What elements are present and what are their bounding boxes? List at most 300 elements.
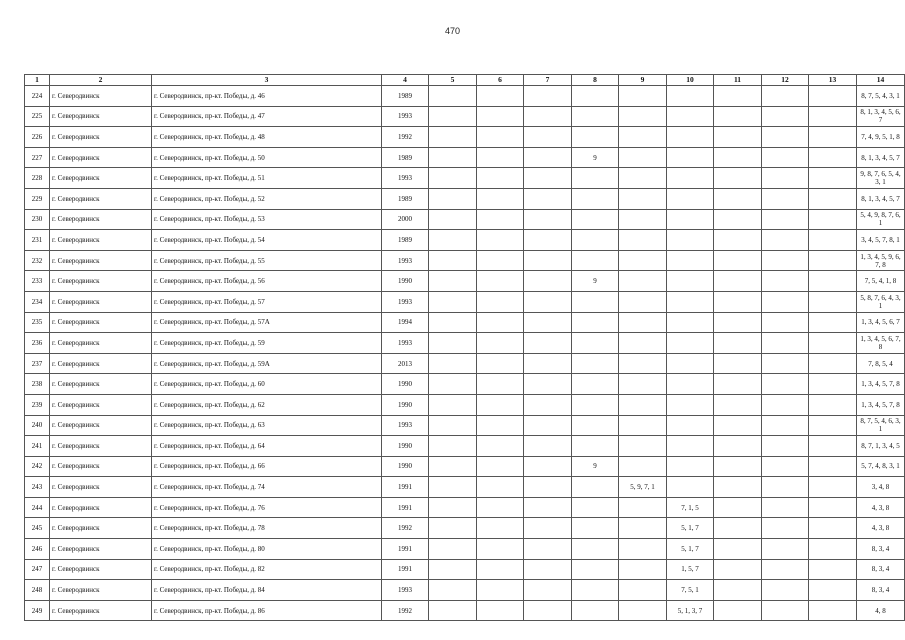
address-cell: г. Северодвинск, пр-кт. Победы, д. 74 [152, 477, 382, 498]
year-cell: 1990 [382, 456, 429, 477]
col7-cell [524, 477, 572, 498]
col7-cell [524, 353, 572, 374]
col10-cell [667, 127, 714, 148]
col13-cell [809, 436, 857, 457]
col8-cell [572, 415, 619, 436]
col7-cell [524, 250, 572, 271]
col12-cell [762, 127, 809, 148]
year-cell: 1993 [382, 415, 429, 436]
row-number: 243 [25, 477, 50, 498]
col11-cell [714, 600, 762, 621]
column-header-1: 1 [25, 75, 50, 86]
col8-cell [572, 374, 619, 395]
col9-cell [619, 168, 667, 189]
address-cell: г. Северодвинск, пр-кт. Победы, д. 59А [152, 353, 382, 374]
col14-cell: 1, 3, 4, 5, 6, 7 [857, 312, 905, 333]
col5-cell [429, 291, 477, 312]
col13-cell [809, 147, 857, 168]
col5-cell [429, 580, 477, 601]
col12-cell [762, 271, 809, 292]
col8-cell: 9 [572, 271, 619, 292]
col8-cell [572, 127, 619, 148]
col12-cell [762, 539, 809, 560]
col10-cell: 7, 1, 5 [667, 497, 714, 518]
col6-cell [477, 271, 524, 292]
col8-cell [572, 106, 619, 127]
city-cell: г. Северодвинск [50, 291, 152, 312]
col8-cell [572, 188, 619, 209]
column-header-14: 14 [857, 75, 905, 86]
col14-cell: 4, 3, 8 [857, 497, 905, 518]
col11-cell [714, 188, 762, 209]
address-cell: г. Северодвинск, пр-кт. Победы, д. 82 [152, 559, 382, 580]
col14-cell: 1, 3, 4, 5, 6, 7, 8 [857, 333, 905, 354]
city-cell: г. Северодвинск [50, 518, 152, 539]
city-cell: г. Северодвинск [50, 106, 152, 127]
table-row [25, 600, 905, 621]
col14-cell: 7, 8, 5, 4 [857, 353, 905, 374]
row-number: 229 [25, 188, 50, 209]
row-number: 247 [25, 559, 50, 580]
col13-cell [809, 497, 857, 518]
col9-cell [619, 436, 667, 457]
col14-cell: 7, 5, 4, 1, 8 [857, 271, 905, 292]
table-row [25, 353, 905, 374]
city-cell: г. Северодвинск [50, 353, 152, 374]
col9-cell [619, 353, 667, 374]
col10-cell [667, 147, 714, 168]
col11-cell [714, 147, 762, 168]
year-cell: 1993 [382, 291, 429, 312]
col14-cell: 1, 3, 4, 5, 7, 8 [857, 374, 905, 395]
col9-cell [619, 312, 667, 333]
col5-cell [429, 312, 477, 333]
city-cell: г. Северодвинск [50, 147, 152, 168]
col7-cell [524, 497, 572, 518]
table-row [25, 106, 905, 127]
column-header-3: 3 [152, 75, 382, 86]
table-row [25, 209, 905, 230]
col12-cell [762, 518, 809, 539]
city-cell: г. Северодвинск [50, 168, 152, 189]
col5-cell [429, 168, 477, 189]
city-cell: г. Северодвинск [50, 600, 152, 621]
city-cell: г. Северодвинск [50, 436, 152, 457]
col10-cell: 7, 5, 1 [667, 580, 714, 601]
col5-cell [429, 86, 477, 107]
col13-cell [809, 127, 857, 148]
col8-cell [572, 539, 619, 560]
col11-cell [714, 539, 762, 560]
col9-cell [619, 147, 667, 168]
col7-cell [524, 86, 572, 107]
year-cell: 1993 [382, 333, 429, 354]
row-number: 226 [25, 127, 50, 148]
col5-cell [429, 518, 477, 539]
address-cell: г. Северодвинск, пр-кт. Победы, д. 80 [152, 539, 382, 560]
col8-cell [572, 333, 619, 354]
table-row [25, 559, 905, 580]
col10-cell [667, 456, 714, 477]
col9-cell [619, 250, 667, 271]
col5-cell [429, 394, 477, 415]
column-header-5: 5 [429, 75, 477, 86]
row-number: 233 [25, 271, 50, 292]
address-cell: г. Северодвинск, пр-кт. Победы, д. 55 [152, 250, 382, 271]
col5-cell [429, 209, 477, 230]
col13-cell [809, 580, 857, 601]
col10-cell [667, 415, 714, 436]
col9-cell [619, 127, 667, 148]
col6-cell [477, 127, 524, 148]
col13-cell [809, 106, 857, 127]
year-cell: 1990 [382, 394, 429, 415]
column-header-2: 2 [50, 75, 152, 86]
table-row [25, 312, 905, 333]
col6-cell [477, 86, 524, 107]
row-number: 230 [25, 209, 50, 230]
col8-cell [572, 86, 619, 107]
col12-cell [762, 436, 809, 457]
col7-cell [524, 291, 572, 312]
year-cell: 2013 [382, 353, 429, 374]
table-row [25, 127, 905, 148]
col11-cell [714, 271, 762, 292]
col8-cell [572, 497, 619, 518]
col10-cell [667, 333, 714, 354]
col6-cell [477, 559, 524, 580]
col6-cell [477, 518, 524, 539]
city-cell: г. Северодвинск [50, 127, 152, 148]
year-cell: 1993 [382, 250, 429, 271]
address-cell: г. Северодвинск, пр-кт. Победы, д. 62 [152, 394, 382, 415]
row-number: 238 [25, 374, 50, 395]
col11-cell [714, 353, 762, 374]
col5-cell [429, 415, 477, 436]
col11-cell [714, 209, 762, 230]
row-number: 246 [25, 539, 50, 560]
row-number: 224 [25, 86, 50, 107]
address-cell: г. Северодвинск, пр-кт. Победы, д. 47 [152, 106, 382, 127]
row-number: 242 [25, 456, 50, 477]
col11-cell [714, 168, 762, 189]
col5-cell [429, 353, 477, 374]
col6-cell [477, 312, 524, 333]
col11-cell [714, 518, 762, 539]
col5-cell [429, 188, 477, 209]
col13-cell [809, 374, 857, 395]
year-cell: 1989 [382, 147, 429, 168]
col11-cell [714, 127, 762, 148]
col10-cell [667, 353, 714, 374]
table-row [25, 250, 905, 271]
col12-cell [762, 333, 809, 354]
table-row [25, 86, 905, 107]
col10-cell: 5, 1, 7 [667, 539, 714, 560]
col10-cell [667, 209, 714, 230]
table-body [25, 86, 905, 621]
address-cell: г. Северодвинск, пр-кт. Победы, д. 59 [152, 333, 382, 354]
year-cell: 1993 [382, 106, 429, 127]
col6-cell [477, 209, 524, 230]
city-cell: г. Северодвинск [50, 250, 152, 271]
year-cell: 2000 [382, 209, 429, 230]
address-cell: г. Северодвинск, пр-кт. Победы, д. 48 [152, 127, 382, 148]
col13-cell [809, 559, 857, 580]
col8-cell [572, 580, 619, 601]
row-number: 244 [25, 497, 50, 518]
col13-cell [809, 477, 857, 498]
address-cell: г. Северодвинск, пр-кт. Победы, д. 52 [152, 188, 382, 209]
year-cell: 1989 [382, 230, 429, 251]
col11-cell [714, 477, 762, 498]
col8-cell [572, 518, 619, 539]
col12-cell [762, 559, 809, 580]
col14-cell: 3, 4, 8 [857, 477, 905, 498]
col13-cell [809, 250, 857, 271]
address-cell: г. Северодвинск, пр-кт. Победы, д. 60 [152, 374, 382, 395]
col8-cell [572, 477, 619, 498]
col10-cell [667, 230, 714, 251]
col13-cell [809, 291, 857, 312]
col13-cell [809, 539, 857, 560]
col8-cell [572, 600, 619, 621]
city-cell: г. Северодвинск [50, 86, 152, 107]
year-cell: 1990 [382, 271, 429, 292]
col9-cell [619, 497, 667, 518]
address-cell: г. Северодвинск, пр-кт. Победы, д. 57 [152, 291, 382, 312]
col11-cell [714, 580, 762, 601]
col13-cell [809, 415, 857, 436]
year-cell: 1989 [382, 86, 429, 107]
year-cell: 1990 [382, 436, 429, 457]
col8-cell [572, 353, 619, 374]
col12-cell [762, 188, 809, 209]
col12-cell [762, 477, 809, 498]
col10-cell [667, 374, 714, 395]
col5-cell [429, 147, 477, 168]
col6-cell [477, 353, 524, 374]
col9-cell [619, 415, 667, 436]
col11-cell [714, 250, 762, 271]
col7-cell [524, 580, 572, 601]
col9-cell [619, 106, 667, 127]
city-cell: г. Северодвинск [50, 580, 152, 601]
row-number: 227 [25, 147, 50, 168]
col8-cell [572, 168, 619, 189]
col5-cell [429, 559, 477, 580]
address-cell: г. Северодвинск, пр-кт. Победы, д. 54 [152, 230, 382, 251]
address-cell: г. Северодвинск, пр-кт. Победы, д. 53 [152, 209, 382, 230]
col6-cell [477, 106, 524, 127]
row-number: 241 [25, 436, 50, 457]
col5-cell [429, 497, 477, 518]
column-header-7: 7 [524, 75, 572, 86]
year-cell: 1990 [382, 374, 429, 395]
row-number: 248 [25, 580, 50, 601]
col12-cell [762, 168, 809, 189]
col12-cell [762, 147, 809, 168]
row-number: 245 [25, 518, 50, 539]
table-row [25, 168, 905, 189]
year-cell: 1992 [382, 600, 429, 621]
year-cell: 1992 [382, 127, 429, 148]
col10-cell [667, 168, 714, 189]
col6-cell [477, 333, 524, 354]
col8-cell [572, 312, 619, 333]
year-cell: 1991 [382, 559, 429, 580]
col10-cell [667, 86, 714, 107]
col7-cell [524, 147, 572, 168]
col6-cell [477, 374, 524, 395]
col5-cell [429, 333, 477, 354]
col12-cell [762, 86, 809, 107]
column-header-6: 6 [477, 75, 524, 86]
col8-cell [572, 209, 619, 230]
address-cell: г. Северодвинск, пр-кт. Победы, д. 76 [152, 497, 382, 518]
col5-cell [429, 271, 477, 292]
col10-cell [667, 291, 714, 312]
address-cell: г. Северодвинск, пр-кт. Победы, д. 63 [152, 415, 382, 436]
col10-cell [667, 394, 714, 415]
table-row [25, 539, 905, 560]
row-number: 239 [25, 394, 50, 415]
col9-cell [619, 539, 667, 560]
col10-cell: 5, 1, 7 [667, 518, 714, 539]
data-table [24, 74, 905, 621]
col6-cell [477, 600, 524, 621]
city-cell: г. Северодвинск [50, 312, 152, 333]
year-cell: 1991 [382, 497, 429, 518]
col6-cell [477, 291, 524, 312]
table-row [25, 374, 905, 395]
col7-cell [524, 415, 572, 436]
col10-cell [667, 271, 714, 292]
col5-cell [429, 230, 477, 251]
table-row [25, 230, 905, 251]
col10-cell: 5, 1, 3, 7 [667, 600, 714, 621]
col11-cell [714, 86, 762, 107]
col5-cell [429, 600, 477, 621]
col11-cell [714, 291, 762, 312]
col8-cell [572, 436, 619, 457]
col12-cell [762, 250, 809, 271]
col9-cell [619, 271, 667, 292]
col6-cell [477, 456, 524, 477]
row-number: 240 [25, 415, 50, 436]
col12-cell [762, 230, 809, 251]
col5-cell [429, 250, 477, 271]
col9-cell [619, 86, 667, 107]
city-cell: г. Северодвинск [50, 333, 152, 354]
col12-cell [762, 415, 809, 436]
col14-cell: 5, 4, 9, 8, 7, 6, 1 [857, 209, 905, 230]
col14-cell: 4, 8 [857, 600, 905, 621]
col14-cell: 1, 3, 4, 5, 7, 8 [857, 394, 905, 415]
col9-cell [619, 394, 667, 415]
col14-cell: 9, 8, 7, 6, 5, 4, 3, 1 [857, 168, 905, 189]
col14-cell: 4, 3, 8 [857, 518, 905, 539]
col6-cell [477, 250, 524, 271]
col12-cell [762, 291, 809, 312]
city-cell: г. Северодвинск [50, 209, 152, 230]
row-number: 249 [25, 600, 50, 621]
address-cell: г. Северодвинск, пр-кт. Победы, д. 66 [152, 456, 382, 477]
column-header-4: 4 [382, 75, 429, 86]
col13-cell [809, 456, 857, 477]
city-cell: г. Северодвинск [50, 539, 152, 560]
year-cell: 1993 [382, 580, 429, 601]
column-header-11: 11 [714, 75, 762, 86]
col6-cell [477, 539, 524, 560]
col5-cell [429, 127, 477, 148]
col11-cell [714, 106, 762, 127]
city-cell: г. Северодвинск [50, 374, 152, 395]
col12-cell [762, 374, 809, 395]
year-cell: 1991 [382, 477, 429, 498]
table-header-row [25, 75, 905, 86]
col12-cell [762, 353, 809, 374]
col11-cell [714, 456, 762, 477]
col12-cell [762, 600, 809, 621]
col9-cell: 5, 9, 7, 1 [619, 477, 667, 498]
col7-cell [524, 127, 572, 148]
table-row [25, 436, 905, 457]
col8-cell [572, 559, 619, 580]
col7-cell [524, 456, 572, 477]
city-cell: г. Северодвинск [50, 188, 152, 209]
city-cell: г. Северодвинск [50, 271, 152, 292]
address-cell: г. Северодвинск, пр-кт. Победы, д. 84 [152, 580, 382, 601]
col9-cell [619, 374, 667, 395]
col11-cell [714, 333, 762, 354]
col5-cell [429, 539, 477, 560]
col6-cell [477, 497, 524, 518]
address-cell: г. Северодвинск, пр-кт. Победы, д. 46 [152, 86, 382, 107]
column-header-10: 10 [667, 75, 714, 86]
col8-cell [572, 250, 619, 271]
table-row [25, 188, 905, 209]
col13-cell [809, 86, 857, 107]
row-number: 228 [25, 168, 50, 189]
col7-cell [524, 374, 572, 395]
col12-cell [762, 497, 809, 518]
col12-cell [762, 312, 809, 333]
col10-cell [667, 188, 714, 209]
col11-cell [714, 559, 762, 580]
city-cell: г. Северодвинск [50, 456, 152, 477]
col7-cell [524, 333, 572, 354]
col11-cell [714, 230, 762, 251]
column-header-12: 12 [762, 75, 809, 86]
col11-cell [714, 436, 762, 457]
col5-cell [429, 374, 477, 395]
col7-cell [524, 188, 572, 209]
col10-cell [667, 477, 714, 498]
col8-cell [572, 230, 619, 251]
address-cell: г. Северодвинск, пр-кт. Победы, д. 57А [152, 312, 382, 333]
col5-cell [429, 106, 477, 127]
col7-cell [524, 168, 572, 189]
table-row [25, 333, 905, 354]
table-row [25, 580, 905, 601]
col14-cell: 8, 7, 5, 4, 6, 3, 1 [857, 415, 905, 436]
col14-cell: 8, 7, 5, 4, 3, 1 [857, 86, 905, 107]
col13-cell [809, 230, 857, 251]
year-cell: 1989 [382, 188, 429, 209]
table-row [25, 291, 905, 312]
address-cell: г. Северодвинск, пр-кт. Победы, д. 86 [152, 600, 382, 621]
